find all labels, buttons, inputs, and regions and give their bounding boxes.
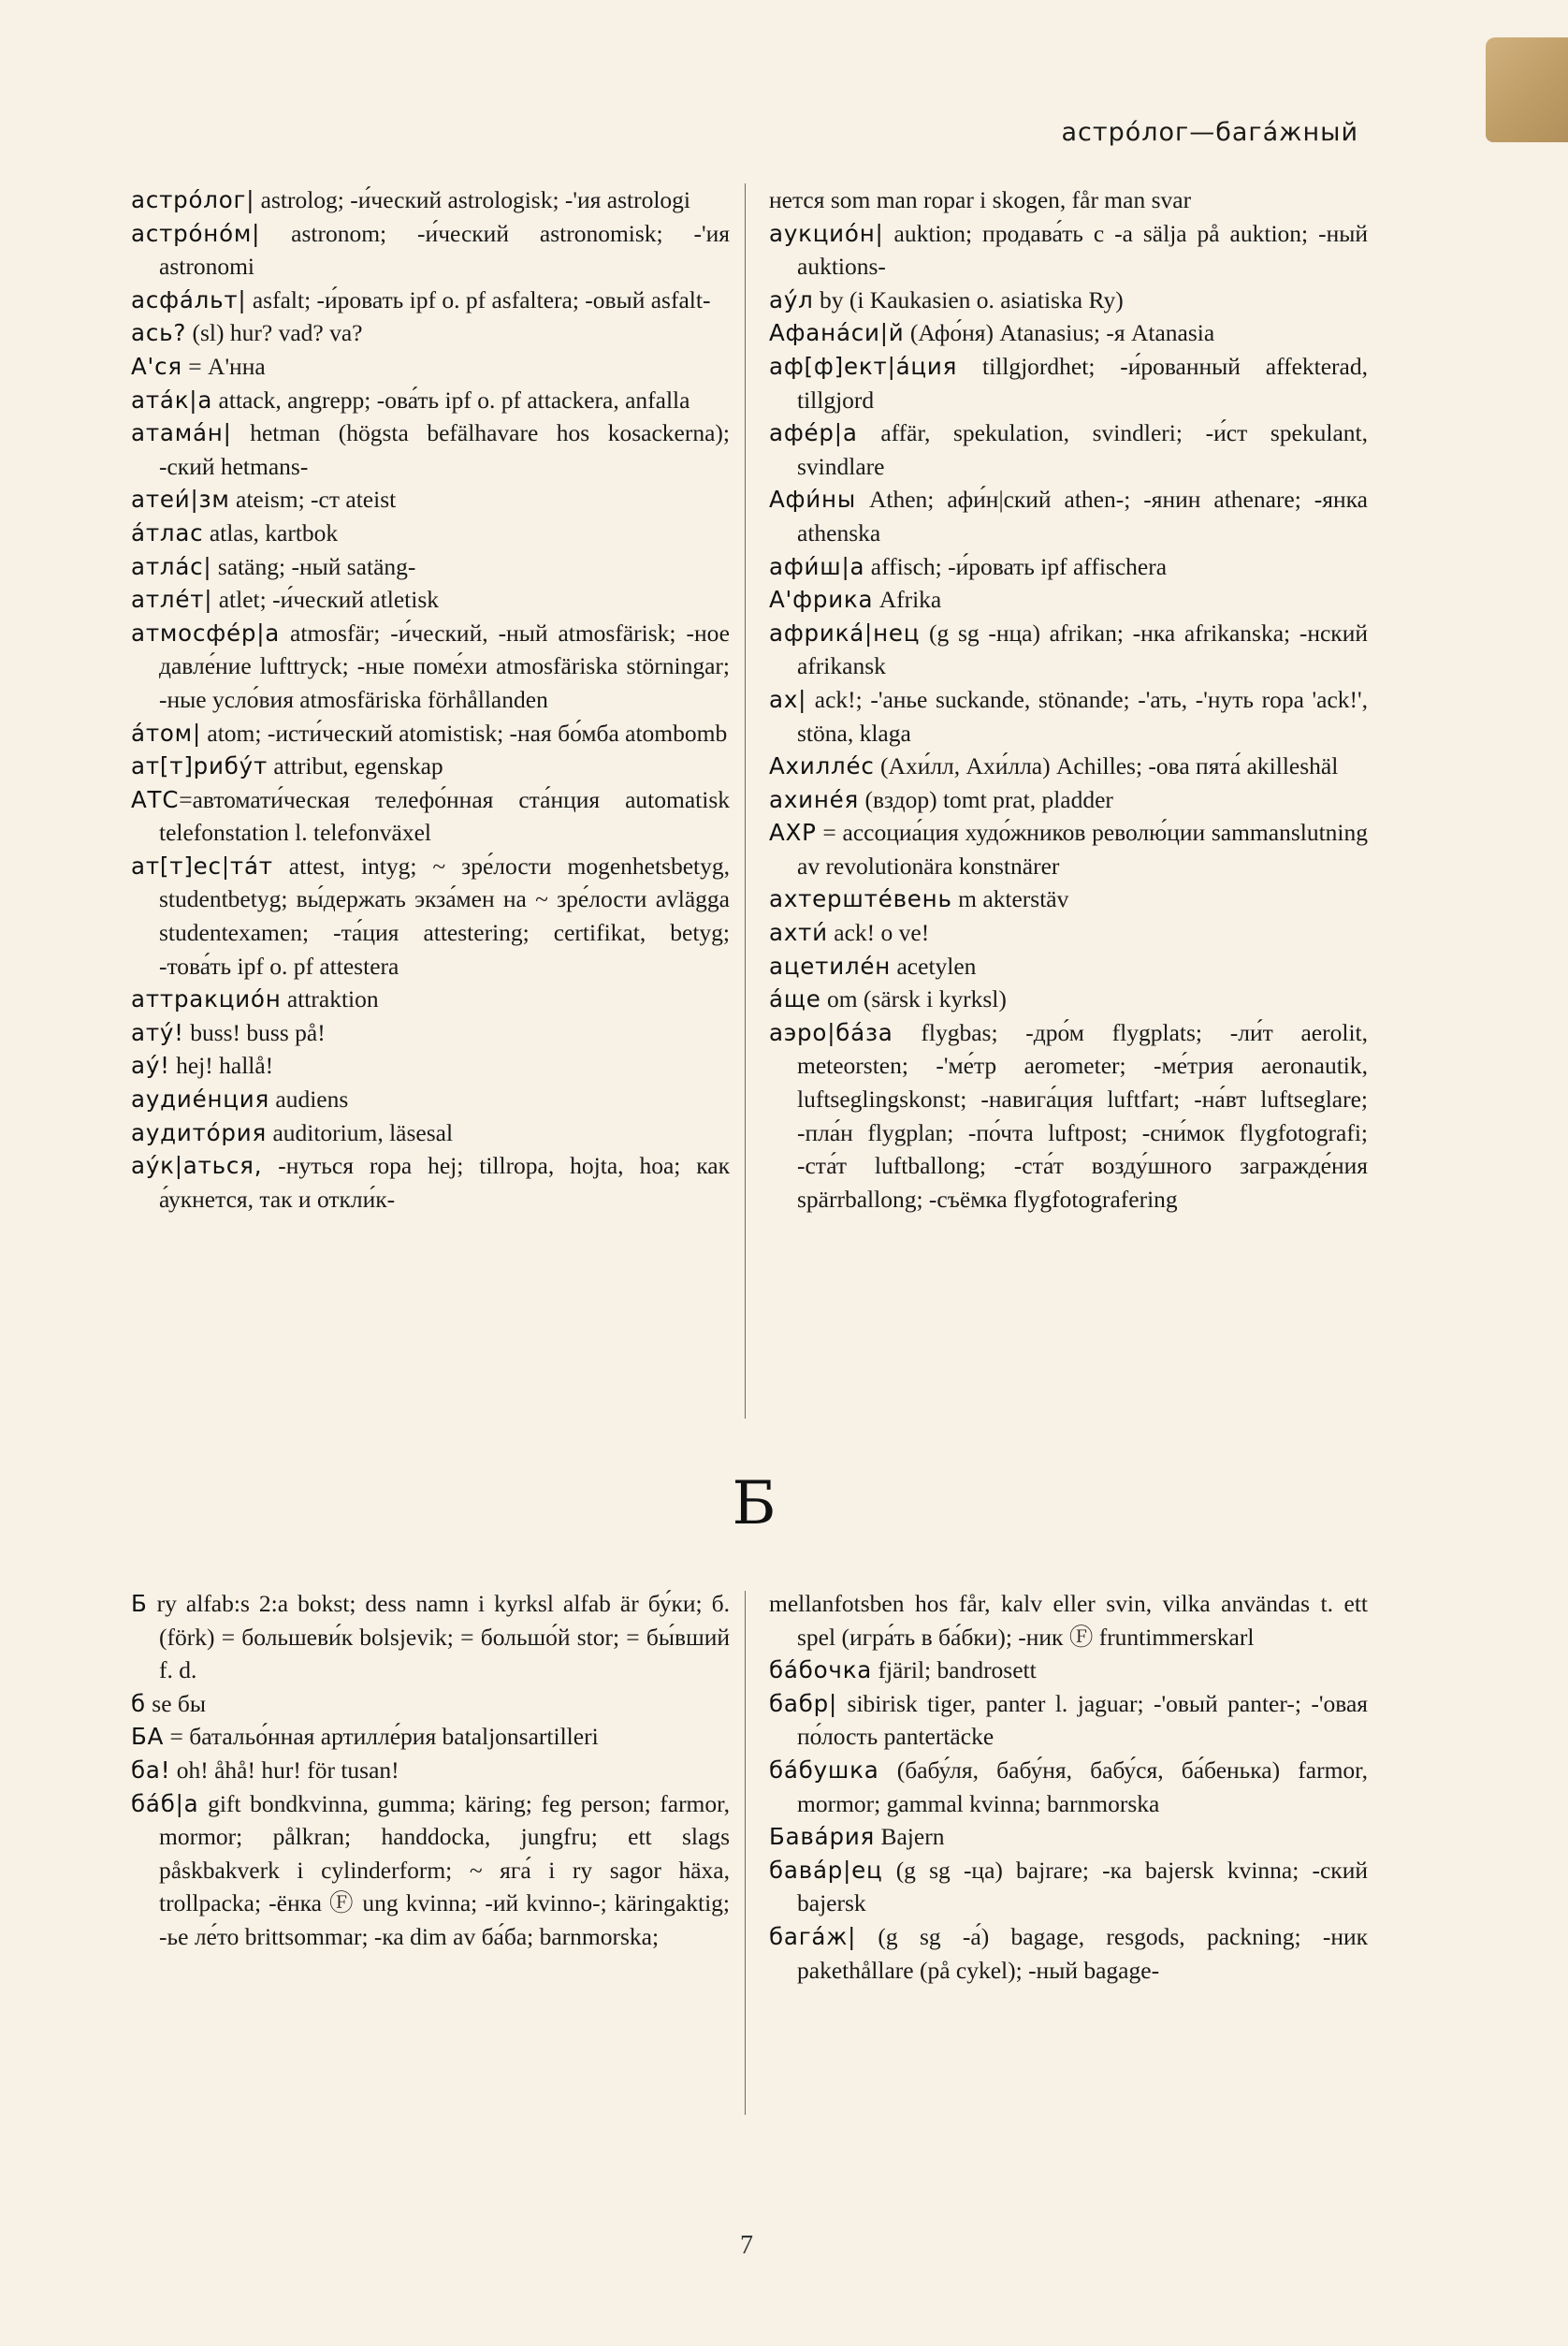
entry-headword: бабр| [769,1689,838,1717]
dictionary-entry [769,316,1368,350]
entry-headword: атла́с| [131,552,212,580]
entry-headword: ахтерште́вень [769,885,952,913]
dictionary-entry [769,750,1368,783]
dictionary-entry [769,483,1368,549]
dictionary-entry [769,350,1368,416]
entry-definition: (вздор) tomt prat, pladder [859,785,1113,813]
dictionary-entry [131,583,730,617]
dictionary-entry [131,783,730,850]
dictionary-entry [131,284,730,317]
dictionary-entry [769,882,1368,916]
dictionary-entry [769,583,1368,617]
dictionary-entry [769,783,1368,817]
entry-definition: ack! o ve! [827,919,930,947]
entry-definition: attest, intyg; ~ зре́лости mogenhetsbetyg, studentbetyg; вы́держать экза́мен на ~ зре́лости avlägga studentexamen; -та́ция attestering; certifikat, betyg; -това́ть ipf o. pf attestera [159,852,730,980]
entry-headword: ах| [769,685,807,713]
entry-definition: = ассоциа́ция худо́жников револю́ции sammanslutning av revolutionära konstnärer [797,819,1368,880]
entry-definition: (sl) hur? vad? va? [186,319,363,347]
dictionary-entry [131,316,730,350]
column-right-bottom [769,1587,1368,1987]
entry-headword: атмосфе́р|а [131,619,281,647]
entry-headword: Б [131,1590,148,1617]
dictionary-entry [131,717,730,750]
entry-headword: ат[т]рибу́т [131,752,269,780]
entry-definition: = батальо́нная артилле́рия bataljonsartilleri [164,1723,599,1751]
dictionary-entry [131,1016,730,1050]
entry-headword: Бава́рия [769,1823,876,1851]
entry-definition: attribut, egenskap [268,752,443,780]
entry-headword: аттракцио́н [131,985,282,1013]
entry-headword: Афана́си|й [769,319,905,347]
dictionary-entry [131,1754,730,1787]
entry-headword: африка́|нец [769,619,921,647]
dictionary-entry [131,850,730,983]
entry-definition: m akterstäv [951,885,1069,913]
entry-definition: attraktion [281,985,379,1013]
dictionary-entry [131,483,730,517]
entry-definition: se бы [145,1689,207,1717]
dictionary-entry [131,617,730,717]
entry-definition: (бабу́ля, бабу́ня, бабу́ся, ба́бенька) farmor, mormor; gammal kvinna; barnmorska [797,1756,1368,1817]
dictionary-entry [769,1687,1368,1754]
dictionary-entry [131,1116,730,1150]
entry-definition: flygbas; -дро́м flygplats; -ли́т aerolit, meteorsten; -'ме́тр aerometer; -ме́трия aeronautik, luftseglingskonst; -навига́ция luftfart; -на́вт luftseglare; -пла́н flygplan; -по́чта luftpost; -сни́мок flygfotografi; -ста́т luftballong; -ста́т возду́шного загражде́ния spärrballong; -съёмка flygfotografering [797,1018,1368,1213]
entry-headword: ба! [131,1756,171,1784]
entry-headword: АТС [131,785,180,813]
dictionary-entry [131,1787,730,1954]
entry-definition: om (särsk i kyrksl) [820,985,1007,1013]
entry-headword: АХР [769,819,817,847]
dictionary-entry [769,1820,1368,1854]
entry-definition: Bajern [875,1823,945,1851]
dictionary-entry [769,1587,1368,1654]
entry-headword: А'фрика [769,586,874,614]
running-head: астро́лог—бага́жный [1061,118,1358,147]
entry-headword: ата́к|а [131,386,213,414]
entry-headword: ахине́я [769,785,860,813]
dictionary-entry [131,1687,730,1721]
dictionary-entry [769,183,1368,217]
entry-definition: auditorium, läsesal [267,1118,454,1146]
column-left-top [131,183,730,1216]
entry-definition: atom; -исти́ческий atomistisk; -ная бо́мба atombomb [201,719,728,747]
dictionary-entry [131,1083,730,1116]
entry-definition: ateism; -ст ateist [229,486,397,514]
entry-definition: =автомати́ческая телефо́нная ста́нция automatisk telefonstation l. telefonväxel [159,785,730,847]
dictionary-entry [769,683,1368,750]
dictionary-entry [769,217,1368,284]
entry-headword: бава́р|ец [769,1856,883,1884]
entry-definition: Afrika [873,586,942,614]
entry-definition: satäng; -ный satäng- [211,552,416,580]
thumb-index-tab [1486,37,1568,142]
entry-headword: ацетиле́н [769,952,892,980]
dictionary-entry [769,416,1368,483]
entry-headword: аудие́нция [131,1086,270,1114]
section-letter: Б [732,1469,777,1538]
entry-definition: oh! åhå! hur! för tusan! [170,1756,399,1784]
entry-definition: fjäril; bandrosett [872,1656,1037,1684]
dictionary-entry [769,1854,1368,1920]
entry-headword: афе́р|а [769,419,858,447]
column-divider-top [745,183,746,1419]
entry-headword: атле́т| [131,586,213,614]
entry-headword: ат[т]ес|та́т [131,852,273,880]
dictionary-entry [769,816,1368,882]
dictionary-entry [769,916,1368,950]
entry-headword: асфа́льт| [131,285,247,313]
entry-headword: афи́ш|а [769,552,865,580]
entry-definition: (g sg -нца) afrikan; -нка afrikanska; -нский afrikansk [797,619,1368,680]
entry-definition: gift bondkvinna, gumma; käring; feg person; farmor, mormor; pålkran; handdocka, jungfru; ett slags påskbakverk i cylinderform; ~ яга́ i ry sagor häxa, trollpacka; -ёнка Ⓕ ung kvinna; -ий kvinno-; käringaktig; -ье ле́то brittsommar; -ка dim av ба́ба; barnmorska; [159,1789,730,1950]
entry-definition: buss! buss på! [183,1018,326,1046]
entry-headword: атеи́|зм [131,486,230,514]
entry-headword: а́тлас [131,518,204,546]
entry-headword: ау́! [131,1052,170,1080]
entry-definition: mellanfotsben hos får, kalv eller svin, vilka användas t. ett spel (игра́ть в ба́бки); -ник Ⓕ fruntimmerskarl [769,1590,1368,1651]
entry-headword: аудито́рия [131,1118,268,1146]
entry-definition: acetylen [891,952,977,980]
entry-definition: (g sg -а́) bagage, resgods, packning; -ник pakethållare (på cykel); -ный bagage- [797,1922,1368,1984]
entry-definition: hej! hallå! [169,1052,274,1080]
entry-definition: audiens [269,1086,349,1114]
entry-definition: -нуться ropa hej; tillropa, hojta, hoa; как а́укнется, так и откли́к- [159,1152,730,1213]
dictionary-entry [131,416,730,483]
dictionary-entry [131,517,730,550]
dictionary-entry [131,1149,730,1216]
entry-definition: astronom; -и́ческий astronomisk; -'ия astronomi [159,219,730,281]
dictionary-entry [769,1016,1368,1217]
entry-definition: attack, angrepp; -ова́ть ipf o. pf attackera, anfalla [212,386,690,414]
entry-definition: asfalt; -и́ровать ipf o. pf asfaltera; -овый asfalt- [246,285,711,313]
dictionary-entry [769,1654,1368,1687]
entry-headword: бага́ж| [769,1922,857,1950]
dictionary-entry [131,183,730,217]
entry-headword: а́ще [769,985,821,1013]
dictionary-entry [769,550,1368,584]
entry-headword: БА [131,1723,165,1751]
entry-definition: Athen; афи́н|ский athen-; -янин athenare; -янка athenska [797,486,1368,546]
entry-headword: ату́! [131,1018,184,1046]
entry-definition: (g sg -ца) bajrare; -ка bajersk kvinna; -ский bajersk [797,1856,1368,1917]
entry-definition: (Ахи́лл, Ахи́лла) Achilles; -ова пята́ akilleshäl [874,752,1339,780]
dictionary-entry [131,1587,730,1687]
entry-definition: ry alfab:s 2:a bokst; dess namn i kyrksl alfab är бу́ки; б. (förk) = большеви́к bolsjevik; = большо́й stor; = бы́вший f. d. [147,1590,730,1684]
entry-definition: нется som man ropar i skogen, får man svar [769,186,1192,213]
entry-definition: affär, spekulation, svindleri; -и́ст spekulant, svindlare [797,419,1368,480]
column-left-bottom [131,1587,730,1954]
entry-headword: атама́н| [131,419,232,447]
dictionary-entry [769,1920,1368,1987]
column-divider-bottom [745,1591,746,2115]
dictionary-entry [769,983,1368,1016]
dictionary-entry [131,1049,730,1083]
dictionary-entry [769,284,1368,317]
dictionary-entry [131,750,730,783]
entry-headword: А'ся [131,352,182,380]
entry-definition: ack!; -'анье suckande, stönande; -'ать, -'нуть ropa 'ack!', stöna, klaga [797,685,1368,747]
entry-headword: ахти́ [769,919,828,947]
entry-headword: Ахилле́с [769,752,875,780]
page-number: 7 [740,2231,753,2260]
entry-definition: by (i Kaukasien o. asiatiska Ry) [813,285,1124,313]
dictionary-entry [131,217,730,284]
entry-definition: affisch; -и́ровать ipf affischera [864,552,1168,580]
entry-definition: tillgjordhet; -и́рованный affekterad, tillgjord [797,352,1368,414]
entry-headword: а́том| [131,719,202,747]
dictionary-entry [769,1754,1368,1820]
entry-headword: аукцио́н| [769,219,884,247]
entry-headword: ба́бушка [769,1756,879,1784]
entry-headword: астро́лог| [131,186,255,213]
entry-definition: astrolog; -и́ческий astrologisk; -'ия astrologi [254,186,691,213]
entry-definition: sibirisk tiger, panter l. jaguar; -'овый panter-; -'овая по́лость pantertäcke [797,1689,1368,1751]
entry-headword: аýл [769,285,814,313]
entry-headword: б [131,1689,146,1717]
entry-definition: auktion; продава́ть с -а sälja på auktion; -ный auktions- [797,219,1368,281]
dictionary-entry [131,350,730,384]
dictionary-entry [131,983,730,1016]
entry-definition: (Афо́ня) Atanasius; -я Atanasia [904,319,1215,347]
dictionary-entry [131,1720,730,1754]
entry-definition: atmosfär; -и́ческий, -ный atmosfärisk; -ное давле́ние lufttryck; -ные поме́хи atmosfäriska störningar; -ные усло́вия atmosfäriska förhållanden [159,619,730,713]
entry-headword: аэро|ба́за [769,1018,893,1046]
column-right-top [769,183,1368,1216]
dictionary-entry [131,384,730,417]
entry-headword: ау́к|аться, [131,1152,263,1180]
dictionary-entry [769,617,1368,683]
entry-headword: ба́бочка [769,1656,873,1684]
entry-headword: астро́но́м| [131,219,261,247]
entry-definition: atlas, kartbok [203,518,339,546]
entry-definition: atlet; -и́ческий atletisk [212,586,440,614]
entry-headword: Афи́ны [769,486,856,514]
entry-headword: ась? [131,319,187,347]
entry-definition: = А'нна [181,352,266,380]
entry-definition: hetman (högsta befälhavare hos kosackerna); -ский hetmans- [159,419,730,480]
entry-headword: аф[ф]ект|а́ция [769,352,958,380]
entry-headword: ба́б|а [131,1789,199,1817]
dictionary-entry [769,950,1368,984]
dictionary-entry [131,550,730,584]
